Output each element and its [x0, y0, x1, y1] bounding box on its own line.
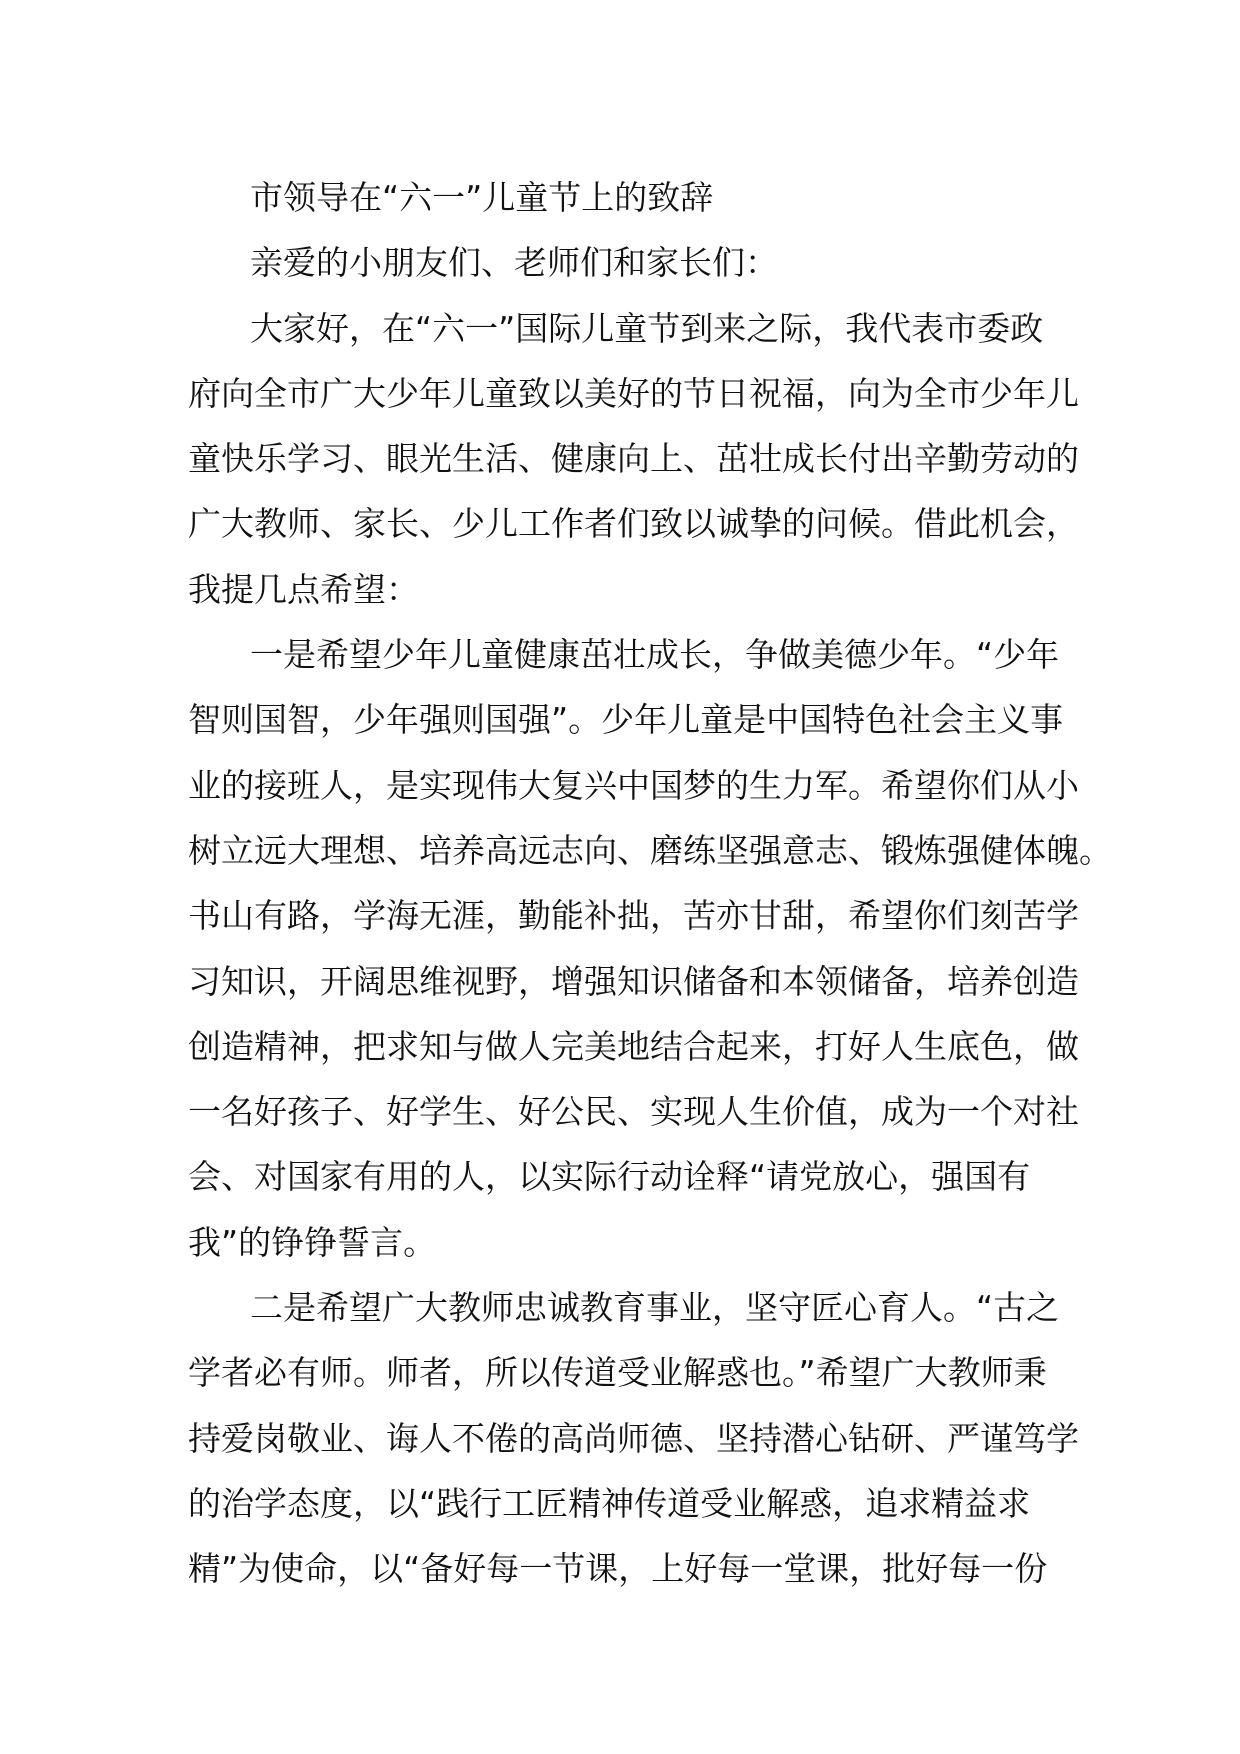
- text-line: 创造精神，把求知与做人完美地结合起来，打好人生底色，做: [188, 1026, 1079, 1066]
- text-line: 一是希望少年儿童健康茁壮成长，争做美德少年。“少年: [250, 635, 1060, 675]
- text-line: 学者必有师。师者，所以传道受业解惑也。”希望广大教师秉: [188, 1353, 1047, 1393]
- text-line: 我提几点希望：: [188, 569, 419, 609]
- text-line: 业的接班人，是实现伟大复兴中国梦的生力军。希望你们从小: [188, 765, 1079, 805]
- text-line: 习知识，开阔思维视野，增强知识储备和本领储备，培养创造: [188, 961, 1079, 1001]
- text-line: 智则国智，少年强则国强”。少年儿童是中国特色社会主义事: [188, 700, 1064, 740]
- text-line: 会、对国家有用的人，以实际行动诠释“请党放心，强国有: [188, 1157, 1031, 1197]
- text-line: 精”为使命，以“备好每一节课，上好每一堂课，批好每一份: [188, 1549, 1048, 1589]
- text-line: 我”的铮铮誓言。: [188, 1222, 437, 1262]
- document-page: [188, 165, 1112, 1602]
- text-line: 亲爱的小朋友们、老师们和家长们：: [250, 243, 778, 283]
- text-line: 树立远大理想、培养高远志向、磨练坚强意志、锻炼强健体魄。: [188, 830, 1112, 870]
- text-line: 书山有路，学海无涯，勤能补拙，苦亦甘甜，希望你们刻苦学: [188, 896, 1079, 936]
- document-title: 市领导在“六一”儿童节上的致辞: [250, 178, 714, 217]
- text-line: 广大教师、家长、少儿工作者们致以诚挚的问候。借此机会，: [188, 504, 1079, 544]
- text-line: 大家好，在“六一”国际儿童节到来之际，我代表市委政: [250, 308, 1044, 348]
- text-line: 童快乐学习、眼光生活、健康向上、茁壮成长付出辛勤劳动的: [188, 439, 1079, 479]
- text-line: 二是希望广大教师忠诚教育事业，坚守匠心育人。“古之: [250, 1288, 1060, 1328]
- text-line: 府向全市广大少年儿童致以美好的节日祝福，向为全市少年儿: [188, 373, 1079, 413]
- text-line: 持爱岗敬业、诲人不倦的高尚师德、坚持潜心钻研、严谨笃学: [188, 1418, 1079, 1458]
- text-line: 的治学态度，以“践行工匠精神传道受业解惑，追求精益求: [188, 1483, 1031, 1523]
- text-line: 一名好孩子、好学生、好公民、实现人生价值，成为一个对社: [188, 1092, 1079, 1132]
